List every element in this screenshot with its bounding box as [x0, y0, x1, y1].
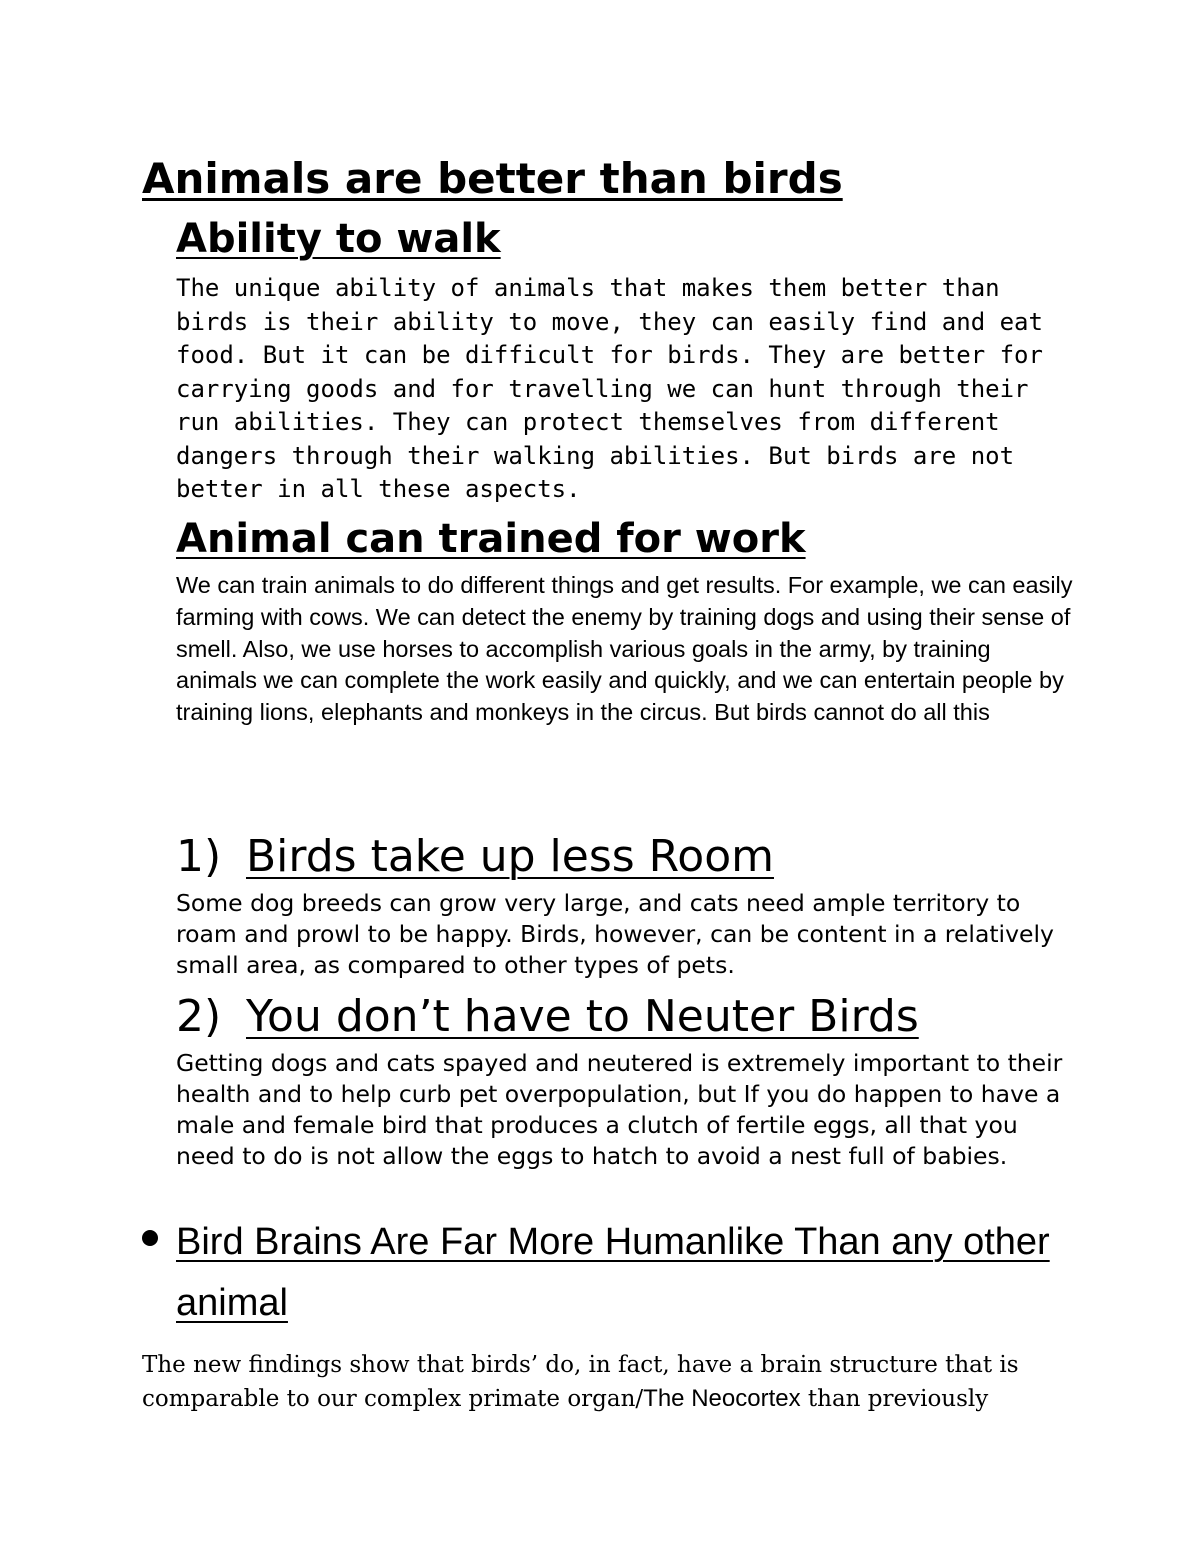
section-body-trained-for-work: We can train animals to do different things and get results. For example, we can easily farming with cows. We can detect the enemy by training dogs and using their sense of smell. Also, we use horses to accomplish various goals in the army, by training animals we can complete the work easily and quickly, and we can entertain people by training lions, elephants and monkeys in the circus. But birds cannot do all this [176, 572, 1073, 726]
list-number: 1) [176, 831, 222, 882]
numbered-heading-text: Birds take up less Room [246, 831, 774, 882]
closing-text-end: than previously [800, 1386, 989, 1412]
numbered-heading-2 [176, 988, 919, 1046]
section-body-ability-to-walk: The unique ability of animals that makes them better than birds is their ability to move, they can easily find and eat food. But it can be difficult for birds. They are better for carrying goods and for travelling we can hunt through their run abilities. They can protect themselves from different dangers through their walking abilities. But birds are not better in all these aspects. [176, 274, 1043, 503]
numbered-body-1: Some dog breeds can grow very large, and cats need ample territory to roam and prowl to be happy. Birds, however, can be content in a relatively small area, as compared to other types of pets. [176, 889, 1054, 979]
document-title: Animals are better than birds [142, 154, 843, 203]
numbered-body-2: Getting dogs and cats spayed and neutered is extremely important to their health and to help curb pet overpopulation, but If you do happen to have a male and female bird that produces a clutch of fertile eggs, all that you need to do is not allow the eggs to hatch to avoid a nest full of babies. [176, 1049, 1063, 1170]
bullet-heading: Bird Brains Are Far More Humanlike Than any other animal [176, 1221, 1050, 1324]
bullet-dot-icon [142, 1230, 158, 1246]
numbered-heading-1 [176, 828, 774, 886]
section-heading-trained-for-work: Animal can trained for work [176, 516, 806, 562]
closing-highlight: The Neocortex [643, 1385, 801, 1412]
closing-paragraph [142, 1348, 1092, 1416]
numbered-heading-text: You don’t have to Neuter Birds [246, 991, 919, 1042]
closing-text: The new findings show that birds’ do, in fact, have a brain structure that is comparable to our complex primate organ/ [142, 1352, 1019, 1412]
section-heading-ability-to-walk: Ability to walk [176, 216, 501, 262]
list-number: 2) [176, 991, 222, 1042]
